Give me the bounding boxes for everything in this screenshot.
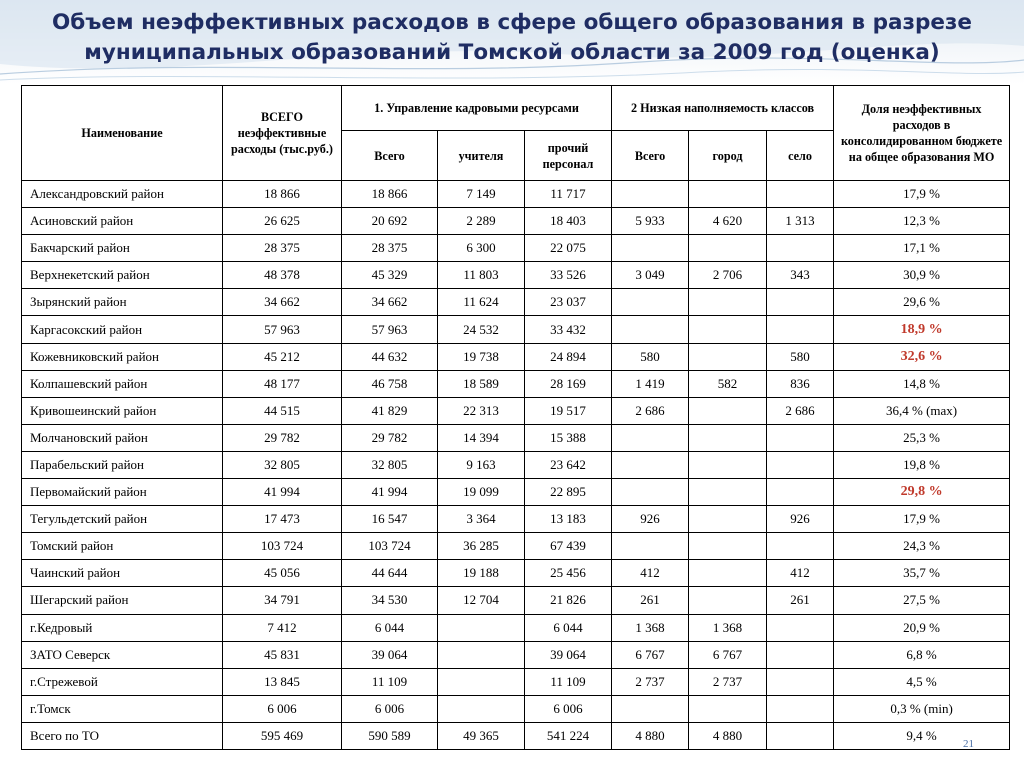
table-row (22, 479, 1010, 506)
slide-title (40, 8, 984, 68)
cell-hr-teachers: 24 532 (438, 316, 525, 343)
cell-name: Первомайский район (22, 479, 223, 506)
cell-hr-total: 41 994 (342, 479, 438, 506)
cell-share: 6,8 % (834, 641, 1010, 668)
table-row (22, 235, 1010, 262)
table-row (22, 722, 1010, 749)
cell-occ-total (612, 451, 689, 478)
cell-share: 29,6 % (834, 289, 1010, 316)
cell-name: Тегульдетский район (22, 506, 223, 533)
cell-share: 30,9 % (834, 262, 1010, 289)
cell-name: Томский район (22, 533, 223, 560)
cell-occ-village (767, 641, 834, 668)
cell-occ-city (689, 181, 767, 208)
cell-hr-teachers: 2 289 (438, 208, 525, 235)
cell-hr-other: 18 403 (525, 208, 612, 235)
cell-hr-teachers: 12 704 (438, 587, 525, 614)
cell-occ-total: 2 686 (612, 397, 689, 424)
cell-name: Верхнекетский район (22, 262, 223, 289)
cell-hr-other: 22 075 (525, 235, 612, 262)
table-row (22, 370, 1010, 397)
cell-share: 17,9 % (834, 181, 1010, 208)
cell-name: г.Стрежевой (22, 668, 223, 695)
cell-hr-other: 23 037 (525, 289, 612, 316)
cell-occ-village (767, 289, 834, 316)
cell-occ-village (767, 722, 834, 749)
cell-occ-village (767, 451, 834, 478)
cell-hr-total: 34 662 (342, 289, 438, 316)
cell-hr-teachers: 14 394 (438, 424, 525, 451)
cell-hr-total: 16 547 (342, 506, 438, 533)
cell-share: 4,5 % (834, 668, 1010, 695)
cell-occ-city (689, 587, 767, 614)
cell-total: 45 056 (223, 560, 342, 587)
cell-occ-city (689, 695, 767, 722)
cell-hr-teachers (438, 668, 525, 695)
cell-total: 44 515 (223, 397, 342, 424)
cell-occ-city: 6 767 (689, 641, 767, 668)
cell-occ-village: 261 (767, 587, 834, 614)
cell-total: 34 791 (223, 587, 342, 614)
cell-share: 12,3 % (834, 208, 1010, 235)
cell-share: 18,9 % (834, 316, 1010, 343)
cell-hr-teachers (438, 695, 525, 722)
cell-hr-total: 44 632 (342, 343, 438, 370)
table-row (22, 289, 1010, 316)
cell-total: 7 412 (223, 614, 342, 641)
cell-hr-other: 23 642 (525, 451, 612, 478)
cell-total: 13 845 (223, 668, 342, 695)
cell-occ-city (689, 479, 767, 506)
cell-total: 48 378 (223, 262, 342, 289)
table-row (22, 343, 1010, 370)
cell-hr-other: 33 526 (525, 262, 612, 289)
cell-hr-total: 18 866 (342, 181, 438, 208)
cell-occ-city (689, 289, 767, 316)
table-row (22, 424, 1010, 451)
cell-hr-other: 22 895 (525, 479, 612, 506)
cell-share: 36,4 % (max) (834, 397, 1010, 424)
table-row (22, 316, 1010, 343)
cell-occ-city: 582 (689, 370, 767, 397)
cell-occ-city (689, 424, 767, 451)
header-hr-other: прочий персонал (525, 131, 612, 181)
cell-occ-village: 2 686 (767, 397, 834, 424)
cell-share: 14,8 % (834, 370, 1010, 397)
cell-hr-total: 39 064 (342, 641, 438, 668)
cell-occ-village (767, 235, 834, 262)
cell-hr-other: 21 826 (525, 587, 612, 614)
cell-total: 34 662 (223, 289, 342, 316)
cell-occ-village: 343 (767, 262, 834, 289)
table-row (22, 262, 1010, 289)
header-hr-group: 1. Управление кадровыми ресурсами (342, 86, 612, 131)
cell-share: 27,5 % (834, 587, 1010, 614)
cell-share: 19,8 % (834, 451, 1010, 478)
cell-occ-city (689, 397, 767, 424)
cell-name: Чаинский район (22, 560, 223, 587)
cell-hr-other: 24 894 (525, 343, 612, 370)
cell-occ-village: 580 (767, 343, 834, 370)
cell-hr-other: 67 439 (525, 533, 612, 560)
cell-total: 595 469 (223, 722, 342, 749)
cell-occ-total: 6 767 (612, 641, 689, 668)
cell-hr-total: 57 963 (342, 316, 438, 343)
cell-share: 17,1 % (834, 235, 1010, 262)
cell-hr-teachers: 36 285 (438, 533, 525, 560)
cell-hr-other: 19 517 (525, 397, 612, 424)
header-occupancy-city: город (689, 131, 767, 181)
table-row (22, 560, 1010, 587)
cell-hr-total: 32 805 (342, 451, 438, 478)
cell-hr-total: 29 782 (342, 424, 438, 451)
cell-share: 9,4 % (834, 722, 1010, 749)
cell-hr-other: 15 388 (525, 424, 612, 451)
cell-occ-city (689, 451, 767, 478)
cell-occ-total (612, 695, 689, 722)
cell-name: Колпашевский район (22, 370, 223, 397)
cell-name: Кожевниковский район (22, 343, 223, 370)
cell-hr-teachers: 11 803 (438, 262, 525, 289)
table-body (22, 181, 1010, 750)
cell-occ-city: 4 880 (689, 722, 767, 749)
cell-share: 20,9 % (834, 614, 1010, 641)
cell-occ-total: 580 (612, 343, 689, 370)
cell-name: Кривошеинский район (22, 397, 223, 424)
cell-hr-total: 103 724 (342, 533, 438, 560)
cell-total: 41 994 (223, 479, 342, 506)
cell-hr-teachers: 19 099 (438, 479, 525, 506)
cell-share: 32,6 % (834, 343, 1010, 370)
table-row (22, 587, 1010, 614)
cell-total: 17 473 (223, 506, 342, 533)
cell-total: 32 805 (223, 451, 342, 478)
cell-occ-total: 2 737 (612, 668, 689, 695)
table-row (22, 208, 1010, 235)
cell-occ-total: 5 933 (612, 208, 689, 235)
cell-hr-other: 6 006 (525, 695, 612, 722)
cell-share: 24,3 % (834, 533, 1010, 560)
cell-hr-total: 45 329 (342, 262, 438, 289)
cell-hr-total: 11 109 (342, 668, 438, 695)
cell-occ-village: 926 (767, 506, 834, 533)
cell-share: 17,9 % (834, 506, 1010, 533)
cell-hr-teachers: 7 149 (438, 181, 525, 208)
cell-hr-total: 46 758 (342, 370, 438, 397)
cell-total: 45 831 (223, 641, 342, 668)
cell-total: 6 006 (223, 695, 342, 722)
table-row (22, 641, 1010, 668)
cell-occ-total: 4 880 (612, 722, 689, 749)
cell-total: 45 212 (223, 343, 342, 370)
cell-occ-village (767, 479, 834, 506)
cell-name: г.Томск (22, 695, 223, 722)
cell-occ-village (767, 181, 834, 208)
cell-name: Шегарский район (22, 587, 223, 614)
cell-hr-teachers: 49 365 (438, 722, 525, 749)
cell-hr-total: 28 375 (342, 235, 438, 262)
cell-hr-teachers: 6 300 (438, 235, 525, 262)
cell-occ-city: 2 706 (689, 262, 767, 289)
cell-occ-city (689, 235, 767, 262)
cell-hr-total: 44 644 (342, 560, 438, 587)
table-row (22, 668, 1010, 695)
cell-hr-teachers: 9 163 (438, 451, 525, 478)
slide-title-line-2: муниципальных образований Томской области за 2009 год (оценка) (84, 40, 940, 65)
cell-hr-other: 33 432 (525, 316, 612, 343)
header-hr-teachers: учителя (438, 131, 525, 181)
cell-total: 103 724 (223, 533, 342, 560)
cell-occ-total: 412 (612, 560, 689, 587)
header-occupancy-village: село (767, 131, 834, 181)
cell-hr-other: 28 169 (525, 370, 612, 397)
cell-name: Парабельский район (22, 451, 223, 478)
cell-occ-city (689, 316, 767, 343)
cell-occ-village (767, 533, 834, 560)
cell-hr-teachers: 3 364 (438, 506, 525, 533)
cell-occ-total (612, 235, 689, 262)
cell-occ-total: 1 419 (612, 370, 689, 397)
cell-occ-city: 4 620 (689, 208, 767, 235)
cell-occ-total (612, 289, 689, 316)
cell-occ-village: 836 (767, 370, 834, 397)
cell-total: 29 782 (223, 424, 342, 451)
cell-name: Асиновский район (22, 208, 223, 235)
slide-title-line-1: Объем неэффективных расходов в сфере общего образования в разрезе (51, 10, 973, 35)
cell-occ-village: 412 (767, 560, 834, 587)
header-name: Наименование (22, 86, 223, 181)
table-header (22, 86, 1010, 181)
cell-hr-other: 541 224 (525, 722, 612, 749)
cell-occ-village: 1 313 (767, 208, 834, 235)
cell-hr-total: 6 006 (342, 695, 438, 722)
table-row (22, 181, 1010, 208)
cell-occ-village (767, 424, 834, 451)
expenses-table (21, 85, 1010, 750)
cell-total: 48 177 (223, 370, 342, 397)
cell-name: Александровский район (22, 181, 223, 208)
cell-occ-city (689, 343, 767, 370)
cell-occ-total (612, 181, 689, 208)
cell-name: Каргасокский район (22, 316, 223, 343)
header-occupancy-group: 2 Низкая наполняемость классов (612, 86, 834, 131)
table-row (22, 451, 1010, 478)
header-total: ВСЕГО неэффективные расходы (тыс.руб.) (223, 86, 342, 181)
cell-occ-city: 1 368 (689, 614, 767, 641)
cell-occ-city: 2 737 (689, 668, 767, 695)
cell-hr-teachers: 22 313 (438, 397, 525, 424)
cell-occ-total: 261 (612, 587, 689, 614)
cell-total: 18 866 (223, 181, 342, 208)
cell-total: 57 963 (223, 316, 342, 343)
cell-hr-total: 6 044 (342, 614, 438, 641)
cell-name: Всего по ТО (22, 722, 223, 749)
cell-occ-city (689, 560, 767, 587)
cell-hr-other: 6 044 (525, 614, 612, 641)
cell-occ-total (612, 533, 689, 560)
cell-share: 35,7 % (834, 560, 1010, 587)
cell-hr-teachers: 18 589 (438, 370, 525, 397)
cell-name: г.Кедровый (22, 614, 223, 641)
cell-hr-other: 39 064 (525, 641, 612, 668)
cell-share: 25,3 % (834, 424, 1010, 451)
cell-name: ЗАТО Северск (22, 641, 223, 668)
cell-occ-total: 926 (612, 506, 689, 533)
table-row (22, 695, 1010, 722)
header-hr-total: Всего (342, 131, 438, 181)
cell-total: 28 375 (223, 235, 342, 262)
table-row (22, 397, 1010, 424)
header-occupancy-total: Всего (612, 131, 689, 181)
cell-occ-total (612, 424, 689, 451)
cell-hr-teachers (438, 614, 525, 641)
cell-occ-city (689, 506, 767, 533)
cell-occ-village (767, 614, 834, 641)
cell-hr-teachers: 19 188 (438, 560, 525, 587)
cell-hr-teachers: 19 738 (438, 343, 525, 370)
cell-occ-total: 3 049 (612, 262, 689, 289)
cell-total: 26 625 (223, 208, 342, 235)
cell-share: 0,3 % (min) (834, 695, 1010, 722)
cell-hr-teachers (438, 641, 525, 668)
table-row (22, 614, 1010, 641)
cell-hr-other: 25 456 (525, 560, 612, 587)
slide-number: 21 (963, 738, 974, 750)
cell-hr-teachers: 11 624 (438, 289, 525, 316)
table-row (22, 533, 1010, 560)
cell-occ-village (767, 316, 834, 343)
cell-hr-total: 590 589 (342, 722, 438, 749)
cell-hr-other: 11 109 (525, 668, 612, 695)
cell-occ-total (612, 479, 689, 506)
table-row (22, 506, 1010, 533)
cell-hr-total: 34 530 (342, 587, 438, 614)
cell-occ-total: 1 368 (612, 614, 689, 641)
cell-occ-village (767, 668, 834, 695)
cell-hr-other: 13 183 (525, 506, 612, 533)
cell-hr-total: 20 692 (342, 208, 438, 235)
cell-name: Зырянский район (22, 289, 223, 316)
cell-name: Бакчарский район (22, 235, 223, 262)
header-share: Доля неэффективных расходов в консолидированном бюджете на общее образования МО (834, 86, 1010, 181)
cell-occ-city (689, 533, 767, 560)
cell-share: 29,8 % (834, 479, 1010, 506)
cell-hr-other: 11 717 (525, 181, 612, 208)
cell-hr-total: 41 829 (342, 397, 438, 424)
cell-occ-total (612, 316, 689, 343)
cell-occ-village (767, 695, 834, 722)
cell-name: Молчановский район (22, 424, 223, 451)
